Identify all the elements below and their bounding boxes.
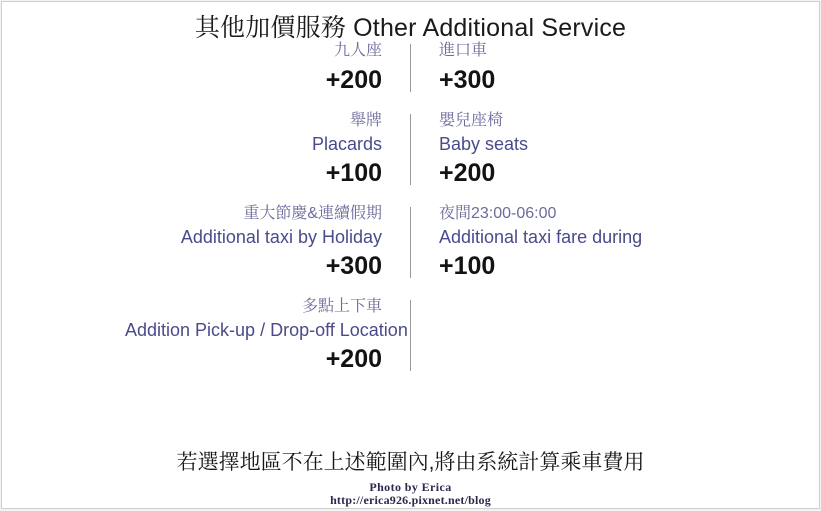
table-row [2,40,819,96]
service-name-en: Additional taxi fare during [439,227,643,247]
service-name-en: Placards [311,134,382,154]
service-price: +100 [325,159,382,187]
row-left-cell [125,296,410,375]
service-name-cn: 嬰兒座椅 [439,112,504,129]
service-price-card [1,1,820,509]
service-name-cn: 進口車 [439,42,488,59]
table-row [2,296,819,375]
row-right-cell [411,110,696,189]
service-price: +300 [439,66,496,94]
row-right-cell [411,40,696,96]
price-rows [2,40,819,389]
row-left-cell [125,110,410,189]
row-left-cell [125,203,410,282]
photo-credit-url: http://erica926.pixnet.net/blog [330,493,491,507]
photo-credit: Photo by Erica [369,480,452,494]
service-price: +200 [325,66,382,94]
footnote-text: 若選擇地區不在上述範圍內,將由系統計算乘車費用 [176,451,645,474]
service-name-en: Baby seats [439,134,529,154]
service-name-cn: 重大節慶&連續假期 [243,205,382,222]
service-name-en: Addition Pick-up / Drop-off Location [125,320,408,340]
service-name-en: Additional taxi by Holiday [180,227,382,247]
service-name-cn: 舉牌 [349,112,382,129]
service-name-cn: 多點上下車 [301,298,382,315]
page-title: 其他加價服務 Other Additional Service [194,14,627,42]
row-right-cell [411,203,696,282]
row-left-cell [125,40,410,96]
table-row [2,110,819,189]
row-right-cell [411,296,696,375]
service-price: +100 [439,252,496,280]
service-name-cn: 夜間23:00-06:00 [439,205,557,222]
service-price: +200 [439,159,496,187]
table-row [2,203,819,282]
service-price: +300 [325,252,382,280]
service-price: +200 [325,345,382,373]
service-name-cn: 九人座 [333,42,382,59]
